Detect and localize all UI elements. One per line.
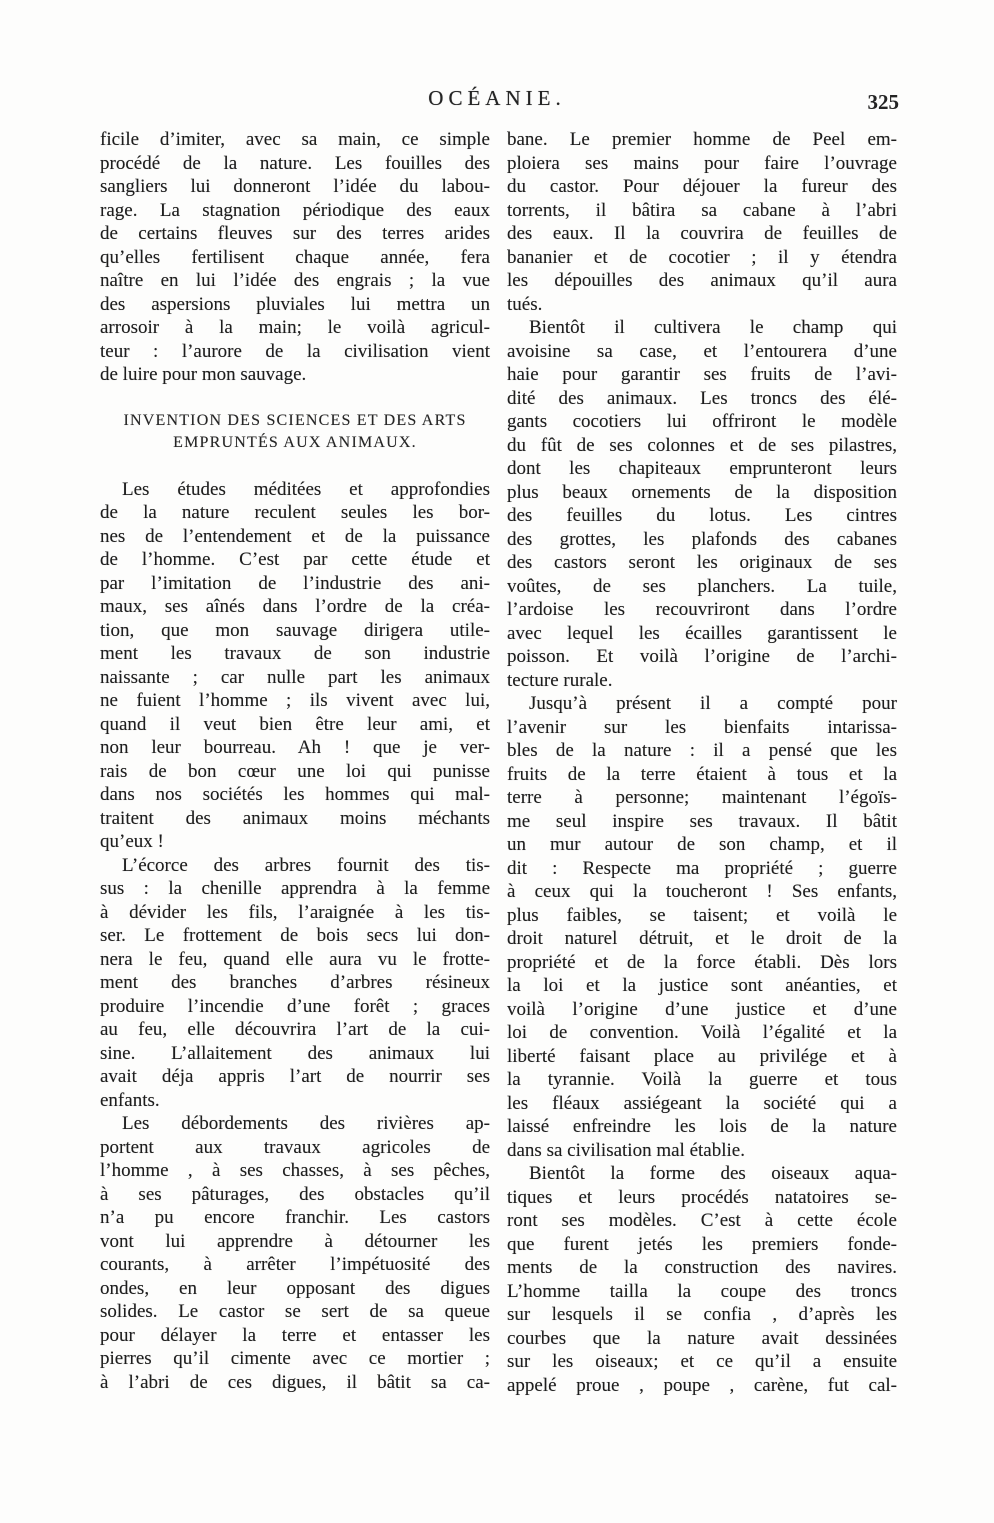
text-line: de la nature reculent seules les bor- [100,502,490,523]
text-line: dont les chapiteaux emprunteront leurs [507,458,897,479]
page-number: 325 [867,90,899,114]
text-line: l’ardoise les recouvriront dans l’ordre [507,599,897,620]
text-line: Bientôt la forme des oiseaux aqua- [529,1163,897,1184]
text-line: courants, à arrêter l’impétuosité des [100,1254,490,1275]
text-line: ront ses modèles. C’est à cette école [507,1210,897,1231]
text-line: la tyrannie. Voilà la guerre et tous [507,1069,897,1090]
text-line: sur les oiseaux; et ce qu’il a ensuite [507,1351,897,1372]
text-line: plus beaux ornements de la disposition [507,481,897,503]
text-line: L’homme tailla la coupe des troncs [507,1280,897,1302]
text-line: tion, que mon sauvage dirigera utile- [100,619,490,641]
text-line: sangliers lui donneront l’idée du labou- [100,176,490,197]
text-line: torrents, il bâtira sa cabane à l’abri [507,199,897,221]
text-line: au feu, elle découvrira l’art de la cui- [100,1019,490,1040]
text-line: Bientôt il cultivera le champ qui [529,317,897,338]
heading-line: EMPRUNTÉS AUX ANIMAUX. [173,433,417,451]
text-line: avec lequel les écailles garantissent le [507,622,897,644]
text-line: produire l’incendie d’une forêt ; graces [100,995,490,1017]
text-line: ment les travaux de son industrie [100,643,490,664]
section-heading [100,410,490,454]
text-line: de l’homme. C’est par cette étude et [100,549,490,570]
text-line: voûtes, de ses planchers. La tuile, [507,575,897,597]
text-line: tiques et leurs procédés natatoires se- [507,1186,897,1208]
paragraph [100,478,490,854]
text-line: des castors seront les originaux de ses [507,552,897,573]
text-line: les fléaux assiégeant la société qui a [507,1092,897,1114]
text-line: me seul inspire ses travaux. Il bâtit [507,810,897,832]
text-line: ment des branches d’arbres résineux [100,972,490,993]
text-line: gants cocotiers lui offriront le modèle [507,411,897,432]
text-line: arrosoir à la main; le voilà agricul- [100,317,490,338]
text-line: haie pour garantir ses fruits de l’avi- [507,364,897,385]
text-line: droit naturel détruit, et le droit de la [507,928,897,949]
text-line: l’avenir sur les bienfaits intarissa- [507,716,897,738]
text-line: avait déja appris l’art de nourrir ses [100,1066,490,1087]
text-line: enfants. [100,1089,160,1111]
text-line: vont lui apprendre à détourner les [100,1230,490,1252]
text-line: n’a pu encore franchir. Les castors [100,1207,490,1228]
text-line: ondes, en leur opposant des digues [100,1277,490,1299]
page-header [0,86,994,120]
text-line: sus : la chenille apprendra à la femme [100,878,490,899]
text-line: plus faibles, se taisent; et voilà le [507,904,897,926]
text-line: L’écorce des arbres fournit des tis- [122,854,490,876]
text-line: pour délayer la terre et entasser les [100,1324,490,1346]
text-line: à dévider les fils, l’araignée à les tis- [100,901,490,923]
heading-line: INVENTION DES SCIENCES ET DES ARTS [123,411,467,429]
text-line: des feuilles du lotus. Les cintres [507,505,897,526]
text-line: qu’eux ! [100,831,164,852]
text-line: à l’abri de ces digues, il bâtit sa ca- [100,1371,490,1393]
text-line: les dépouilles des animaux qu’il aura [507,270,897,291]
text-line: bane. Le premier homme de Peel em- [507,129,897,150]
paragraph [100,128,490,387]
text-line: du fût de ses colonnes et de ses pilastres, [507,434,897,456]
paragraph [507,1162,897,1397]
text-line: ploiera ses mains pour faire l’ouvrage [507,152,897,174]
text-line: ficile d’imiter, avec sa main, ce simple [100,129,490,150]
text-line: de certains fleuves sur des terres arides [100,223,490,244]
text-line: procédé de la nature. Les fouilles des [100,152,490,174]
text-line: avoisine sa case, et l’entourera d’une [507,340,897,362]
text-line: poisson. Et voilà l’origine de l’archi- [507,646,897,667]
text-line: l’homme , à ses chasses, à ses pêches, [100,1160,490,1181]
text-line: quand il veut bien être leur ami, et [100,713,490,735]
text-line: bananier et de cocotier ; il y étendra [507,246,897,268]
text-line: fruits de la terre étaient à tous et la [507,763,897,785]
text-line: tecture rurale. [507,669,613,691]
paragraph [507,692,897,1162]
text-line: appelé proue , poupe , carène, fut cal- [507,1374,897,1396]
text-line: nes de l’entendement et de la puissance [100,525,490,547]
text-line: à ses pâturages, des obstacles qu’il [100,1183,490,1205]
text-line: voilà l’origine d’une justice et d’une [507,998,897,1020]
text-line: à ceux qui la toucheront ! Ses enfants, [507,881,897,902]
text-line: des aspersions pluviales lui mettra un [100,293,490,315]
text-line: par l’imitation de l’industrie des ani- [100,572,490,594]
text-line: ne fuient l’homme ; ils vivent avec lui, [100,690,490,711]
text-line: dité des animaux. Les troncs des élé- [507,387,897,409]
paragraph [507,316,897,692]
text-line: un mur autour de son champ, et il [507,834,897,855]
text-line: dit : Respecte ma propriété ; guerre [507,857,897,879]
text-line: tués. [507,293,543,315]
text-line: ser. Le frottement de bois secs lui don- [100,925,490,946]
text-line: sine. L’allaitement des animaux lui [100,1042,490,1064]
text-line: nera le feu, quand elle aura vu le frotte- [100,948,490,970]
text-line: dans nos sociétés les hommes qui mal- [100,784,490,805]
running-title: OCÉANIE. [428,86,566,110]
text-line: traitent des animaux moins méchants [100,807,490,829]
text-line: Les études méditées et approfondies [122,478,490,500]
paragraph [507,128,897,316]
text-line: naître en lui l’idée des engrais ; la vue [100,270,490,291]
text-line: que furent jetés les premiers fonde- [507,1233,897,1255]
text-line: courbes que la nature avait dessinées [507,1327,897,1349]
text-line: bles de la nature : il a pensé que les [507,740,897,761]
text-columns [100,128,897,1397]
paragraph [100,1112,490,1394]
text-line: du castor. Pour déjouer la fureur des [507,176,897,197]
text-line: des eaux. Il la couvrira de feuilles de [507,223,897,244]
text-line: rais de bon cœur une loi qui punisse [100,760,490,782]
column-right [507,128,897,1397]
text-line: laissé enfreindre les lois de la nature [507,1116,897,1137]
text-line: non leur bourreau. Ah ! que je ver- [100,737,490,758]
paragraph [100,854,490,1113]
text-line: rage. La stagnation périodique des eaux [100,199,490,221]
text-line: naissante ; car nulle part les animaux [100,666,490,688]
text-line: pierres qu’il cimente avec ce mortier ; [100,1348,490,1369]
text-line: maux, ses aînés dans l’ordre de la créa- [100,596,490,617]
text-line: teur : l’aurore de la civilisation vient [100,340,490,362]
text-line: sur lesquels il se confia , d’après les [507,1304,897,1325]
column-left [100,128,490,1397]
text-line: qu’elles fertilisent chaque année, fera [100,246,490,268]
text-line: Jusqu’à présent il a compté pour [529,693,897,714]
text-line: loi de convention. Voilà l’égalité et la [507,1022,897,1043]
text-line: la loi et la justice sont anéanties, et [507,975,897,996]
text-line: liberté faisant place au privilége et à [507,1045,897,1067]
text-line: solides. Le castor se sert de sa queue [100,1301,490,1322]
text-line: de luire pour mon sauvage. [100,364,307,385]
text-line: propriété et de la force établi. Dès lors [507,951,897,973]
text-line: Les débordements des rivières ap- [122,1113,490,1134]
text-line: des grottes, les plafonds des cabanes [507,528,897,550]
text-line: dans sa civilisation mal établie. [507,1139,745,1161]
text-line: portent aux travaux agricoles de [100,1136,490,1158]
text-line: ments de la construction des navires. [507,1257,897,1278]
text-line: terre à personne; maintenant l’égoïs- [507,787,897,808]
